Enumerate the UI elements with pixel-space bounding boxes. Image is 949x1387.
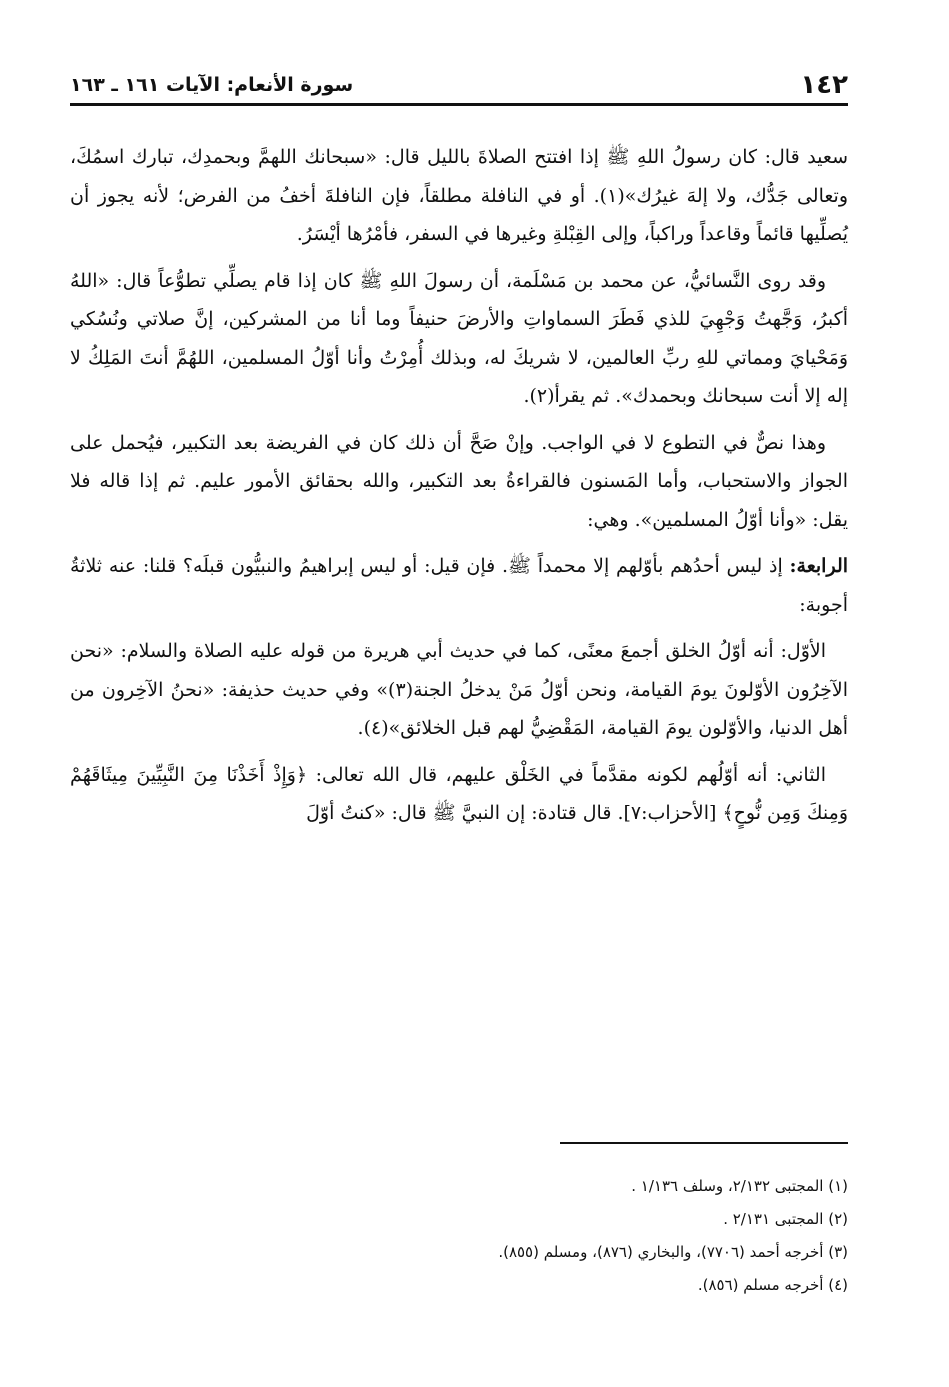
paragraph xyxy=(70,547,848,624)
footnote: (١) المجتبى ٢/١٣٢، وسلف ١/١٣٦ . xyxy=(631,1177,848,1195)
paragraph: وقد روى النَّسائيُّ، عن محمد بن مَسْلَمة، أن رسولَ اللهِ ﷺ كان إذا قام يصلِّي تطوُّعاً قال: «اللهُ أكبرُ، وَجَّهتُ وَجْهِيَ للذي فَطَرَ السماواتِ والأرضَ حنيفاً وما أنا من المشركين، إنَّ صلاتي ونُسُكي وَمَحْيايَ ومماتي للهِ ربِّ العالمين، لا شريكَ له، وبذلك أُمِرْتُ وأنا أوّلُ المسلمين، اللهُمَّ أنتَ المَلِكُ لا إله إلا أنت سبحانك وبحمدك». ثم يقرأ(٢). xyxy=(70,269,848,407)
paragraph-label: الرابعة: xyxy=(789,555,849,577)
footnote-divider xyxy=(560,1142,848,1144)
footnote: (٤) أخرجه مسلم (٨٥٦). xyxy=(697,1276,848,1294)
paragraph-text: إذ ليس أحدُهم بأوّلهم إلا محمداً ﷺ. فإن قيل: أو ليس إبراهيمُ والنبيُّون قبلَه؟ قلنا: عنه ثلاثةُ أجوبة: xyxy=(70,555,848,616)
footnotes xyxy=(70,1170,848,1302)
paragraph: وهذا نصٌّ في التطوع لا في الواجب. وإنْ صَحَّ أن ذلك كان في الفريضة بعد التكبير، فيُحمل على الجواز والاستحباب، وأما المَسنون فالقراءةُ بعد التكبير، والله بحقائق الأمور عليم. ثم إذا قاله فلا يقل: «وأنا أوّلُ المسلمين». وهي: xyxy=(70,431,848,531)
running-title: سورة الأنعام: الآيات ١٦١ ـ ١٦٣ xyxy=(70,74,354,96)
paragraph: الأوّل: أنه أوّلُ الخلق أجمعَ معنًى، كما في حديث أبي هريرة من قوله عليه الصلاة والسلام: «نحن الآخِرُون الأوّلونَ يومَ القيامة، ونحن أوّلُ مَنْ يدخلُ الجنة(٣)» وفي حديث حذيفة: «نحنُ الآخِرون من أهل الدنيا، والأوّلون يومَ القيامة، المَقْضِيُّ لهم قبل الخلائق»(٤). xyxy=(70,640,848,739)
paragraph: الثاني: أنه أوّلُهم لكونه مقدَّماً في الخَلْق عليهم، قال الله تعالى: ﴿وَإِذْ أَخَذْنَا مِنَ النَّبِيِّينَ مِيثَاقَهُمْ وَمِنكَ وَمِن نُّوحٍ﴾ [الأحزاب:٧]. قال قتادة: إن النبيَّ ﷺ قال: «كنتُ أوّلَ xyxy=(70,763,848,824)
page-header xyxy=(70,60,848,100)
main-text xyxy=(70,138,848,841)
footnote: (٣) أخرجه أحمد (٧٧٠٦)، والبخاري (٨٧٦)، ومسلم (٨٥٥). xyxy=(498,1243,848,1261)
footnote: (٢) المجتبى ٢/١٣١ . xyxy=(723,1210,848,1228)
header-divider xyxy=(70,103,848,106)
paragraph: سعيد قال: كان رسولُ اللهِ ﷺ إذا افتتح الصلاةَ بالليل قال: «سبحانك اللهمَّ وبحمدِك، تبارك اسمُكَ، وتعالى جَدُّك، ولا إلهَ غيرُك»(١). أو في النافلة مطلقاً، فإن النافلةَ أخفُ من الفرض؛ لأنه يجوز أن يُصلِّيها قائماً وقاعداً وراكباً، وإلى القِبْلةِ وغيرها في السفر، فأمْرُها أيْسَرُ. xyxy=(70,146,848,245)
page-number: ١٤٢ xyxy=(800,70,848,100)
